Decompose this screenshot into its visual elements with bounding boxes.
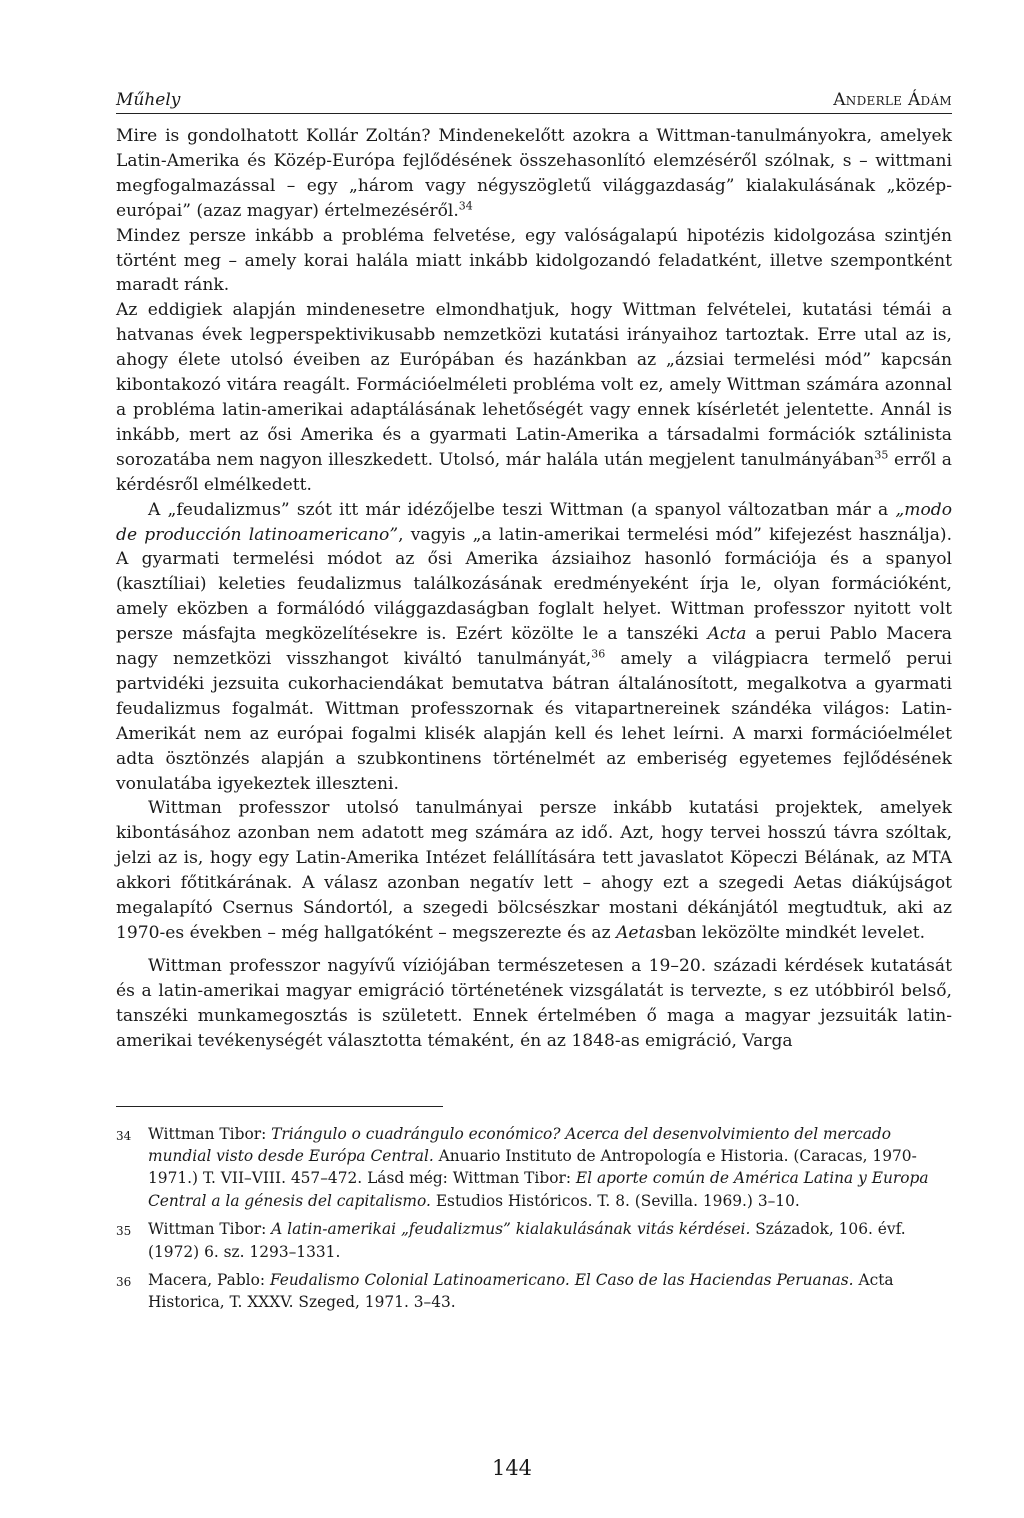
- footnote-segment: Macera, Pablo:: [148, 1270, 270, 1289]
- footnote-ref: 35: [874, 448, 889, 462]
- paragraph-text: amely a világpiacra termelő perui partvidéki jezsuita cukorhaciendákat bemutatva bátran általánosított, megalkotva a gyarmati feudalizmus fogalmát. Wittman professzornak és vitapartnereinek szándéka világos: Latin-Amerikát nem az európai fogalmi klisék alapján kell és lehet leírni. A marxi formációelmélet adta ösztönzés alapján a szubkontinens történelmét az emberiség egyetemes fejlődésének vonulatába igyekeztek illeszteni.: [116, 649, 952, 794]
- paragraph-text: erről a kérdésről elmélkedett.: [116, 449, 953, 495]
- italic-phrase: Aetas: [616, 923, 665, 943]
- paragraph: [116, 796, 952, 945]
- footnote-number: 34: [116, 1128, 132, 1143]
- header-author: Anderle Ádám: [833, 90, 952, 110]
- paragraph-text: Az eddigiek alapján mindenesetre elmondhatjuk, hogy Wittman felvételei, kutatási témái a hatvanas évek legperspektivikusabb nemzetközi kutatási irányaihoz tartoztak. Erre utal az is, ahogy élete utolsó éveiben az Európában és hazánkban az „ázsiai termelési mód” kapcsán kibontakozó vitára reagált. Formációelméleti probléma volt ez, amely Wittman számára azonnal a probléma latin-amerikai adaptálásának lehetőségét vagy ennek kísérletét jelentette. Annál is inkább, mert az ősi Amerika és a gyarmati Latin-Amerika a társadalmi formációk sztálinista sorozatába nem nagyon illeszkedett. Utolsó, már halála után megjelent tanulmányában: [116, 300, 952, 470]
- paragraph: [116, 124, 952, 224]
- article-body: [116, 124, 952, 1054]
- footnote-segment: Wittman Tibor:: [148, 1220, 272, 1239]
- footnote: [116, 1218, 952, 1263]
- page: [116, 90, 952, 1320]
- footnote: [116, 1269, 952, 1314]
- footnote-text: [148, 1123, 952, 1213]
- paragraph-text: Wittman professzor utolsó tanulmányai persze inkább kutatási projektek, amelyek kibontásához azonban nem adatott meg számára az idő. Azt, hogy tervei hosszú távra szóltak, jelzi az is, hogy egy Latin-Amerika Intézet felállítására tett javaslatot Köpeczi Bélának, az MTA akkori főtitkárának. A válasz azonban negatív lett – ahogy ezt a szegedi Aetas diákújságot megalapító Csernus Sándortól, a szegedi bölcsészkar mostani dékánjától megtudtuk, aki az 1970-es években – még hallgatóként – megszerezte és az: [116, 798, 952, 943]
- italic-phrase: Acta: [707, 624, 747, 645]
- paragraph-text: A „feudalizmus” szót itt már idézőjelbe teszi Wittman (a spanyol változatban már a: [148, 499, 896, 520]
- paragraph-text: ban leközölte mindkét levelet.: [664, 923, 925, 943]
- footnote: [116, 1123, 952, 1213]
- paragraph-text: Wittman professzor nagyívű víziójában természetesen a 19–20. századi kérdések kutatását és a latin-amerikai magyar emigráció történetének vizsgálatát is tervezte, s ez utóbbiról belső, tanszéki munkamegosztás is született. Ennek értelmében ő maga a magyar jezsuiták latin-amerikai tevékenységét választotta témaként, én az 1848-as emigráció, Varga: [116, 955, 952, 1051]
- header-section: Műhely: [116, 90, 181, 110]
- paragraph-text: a perui Pablo Macera nagy nemzetközi visszhangot kiváltó tanulmányát,: [116, 624, 952, 670]
- footnote-segment: Századok, 106. évf. (1972) 6. sz. 1293–1331.: [148, 1220, 906, 1261]
- footnote-title: Feudalismo Colonial Latinoamericano. El Caso de las Haciendas Peruanas.: [269, 1270, 854, 1289]
- footnotes: [116, 1123, 952, 1314]
- footnote-ref: 36: [591, 647, 606, 661]
- footnote-segment: Estudios Históricos. T. 8. (Sevilla. 1969.) 3–10.: [430, 1191, 800, 1210]
- footnote-title: Triángulo o cuadrángulo económico? Acerca del desenvolvimiento del mercado mundial visto desde Európa Central.: [148, 1124, 892, 1165]
- footnote-segment: Wittman Tibor:: [148, 1124, 272, 1143]
- paragraph: [116, 498, 952, 797]
- footnote-ref: 34: [458, 199, 473, 213]
- paragraph-text: Mire is gondolhatott Kollár Zoltán? Mindenekelőtt azokra a Wittman-tanulmányokra, amelyek Latin-Amerika és Közép-Európa fejlődésének összehasonlító elemzéséről szólnak, s – wittmani megfogalmazással – egy „három vagy négyszögletű világgazdaság” kialakulásának „közép-európai” (azaz magyar) értelmezéséről.: [116, 126, 952, 221]
- paragraph-text: Mindez persze inkább a probléma felvetése, egy valóságalapú hipotézis kidolgozása szintjén történt meg – amely korai halála miatt inkább kidolgozandó feladatként, illetve szempontként maradt ránk.: [116, 225, 952, 296]
- running-header: [116, 90, 952, 114]
- italic-phrase: „modo de producción latinoamericano”: [116, 499, 952, 545]
- footnote-text: [148, 1218, 952, 1263]
- footnote-text: [148, 1269, 952, 1314]
- footnote-title: A latin-amerikai „feudalizmus” kialakulásának vitás kérdései.: [271, 1220, 751, 1239]
- paragraph: [116, 298, 952, 497]
- footnote-divider: [116, 1106, 443, 1107]
- footnote-number: 36: [116, 1274, 132, 1289]
- paragraph: [116, 224, 952, 299]
- footnote-title: El aporte común de América Latina y Europa Central a la génesis del capitalismo.: [148, 1169, 929, 1210]
- footnote-segment: Anuario Instituto de Antropología e Historia. (Caracas, 1970-1971.) T. VII–VIII. 457–472. Lásd még: Wittman Tibor:: [148, 1146, 917, 1188]
- footnote-segment: Acta Historica, T. XXXV. Szeged, 1971. 3–43.: [148, 1270, 894, 1312]
- footnote-number: 35: [116, 1224, 132, 1239]
- paragraph-text: , vagyis „a latin-amerikai termelési mód” kifejezést használja). A gyarmati termelési módot az ősi Amerika ázsiaihoz hasonló formációja és a spanyol (kasztíliai) keleties feudalizmus találkozásának eredményeként írja le, olyan formációként, amely eközben a formálódó világgazdaságban foglalt helyet. Wittman professzor nyitott volt persze másfajta megközelítésekre is. Ezért közölte le a tanszéki: [116, 524, 953, 645]
- paragraph: [116, 954, 952, 1054]
- page-number: 144: [491, 1456, 533, 1480]
